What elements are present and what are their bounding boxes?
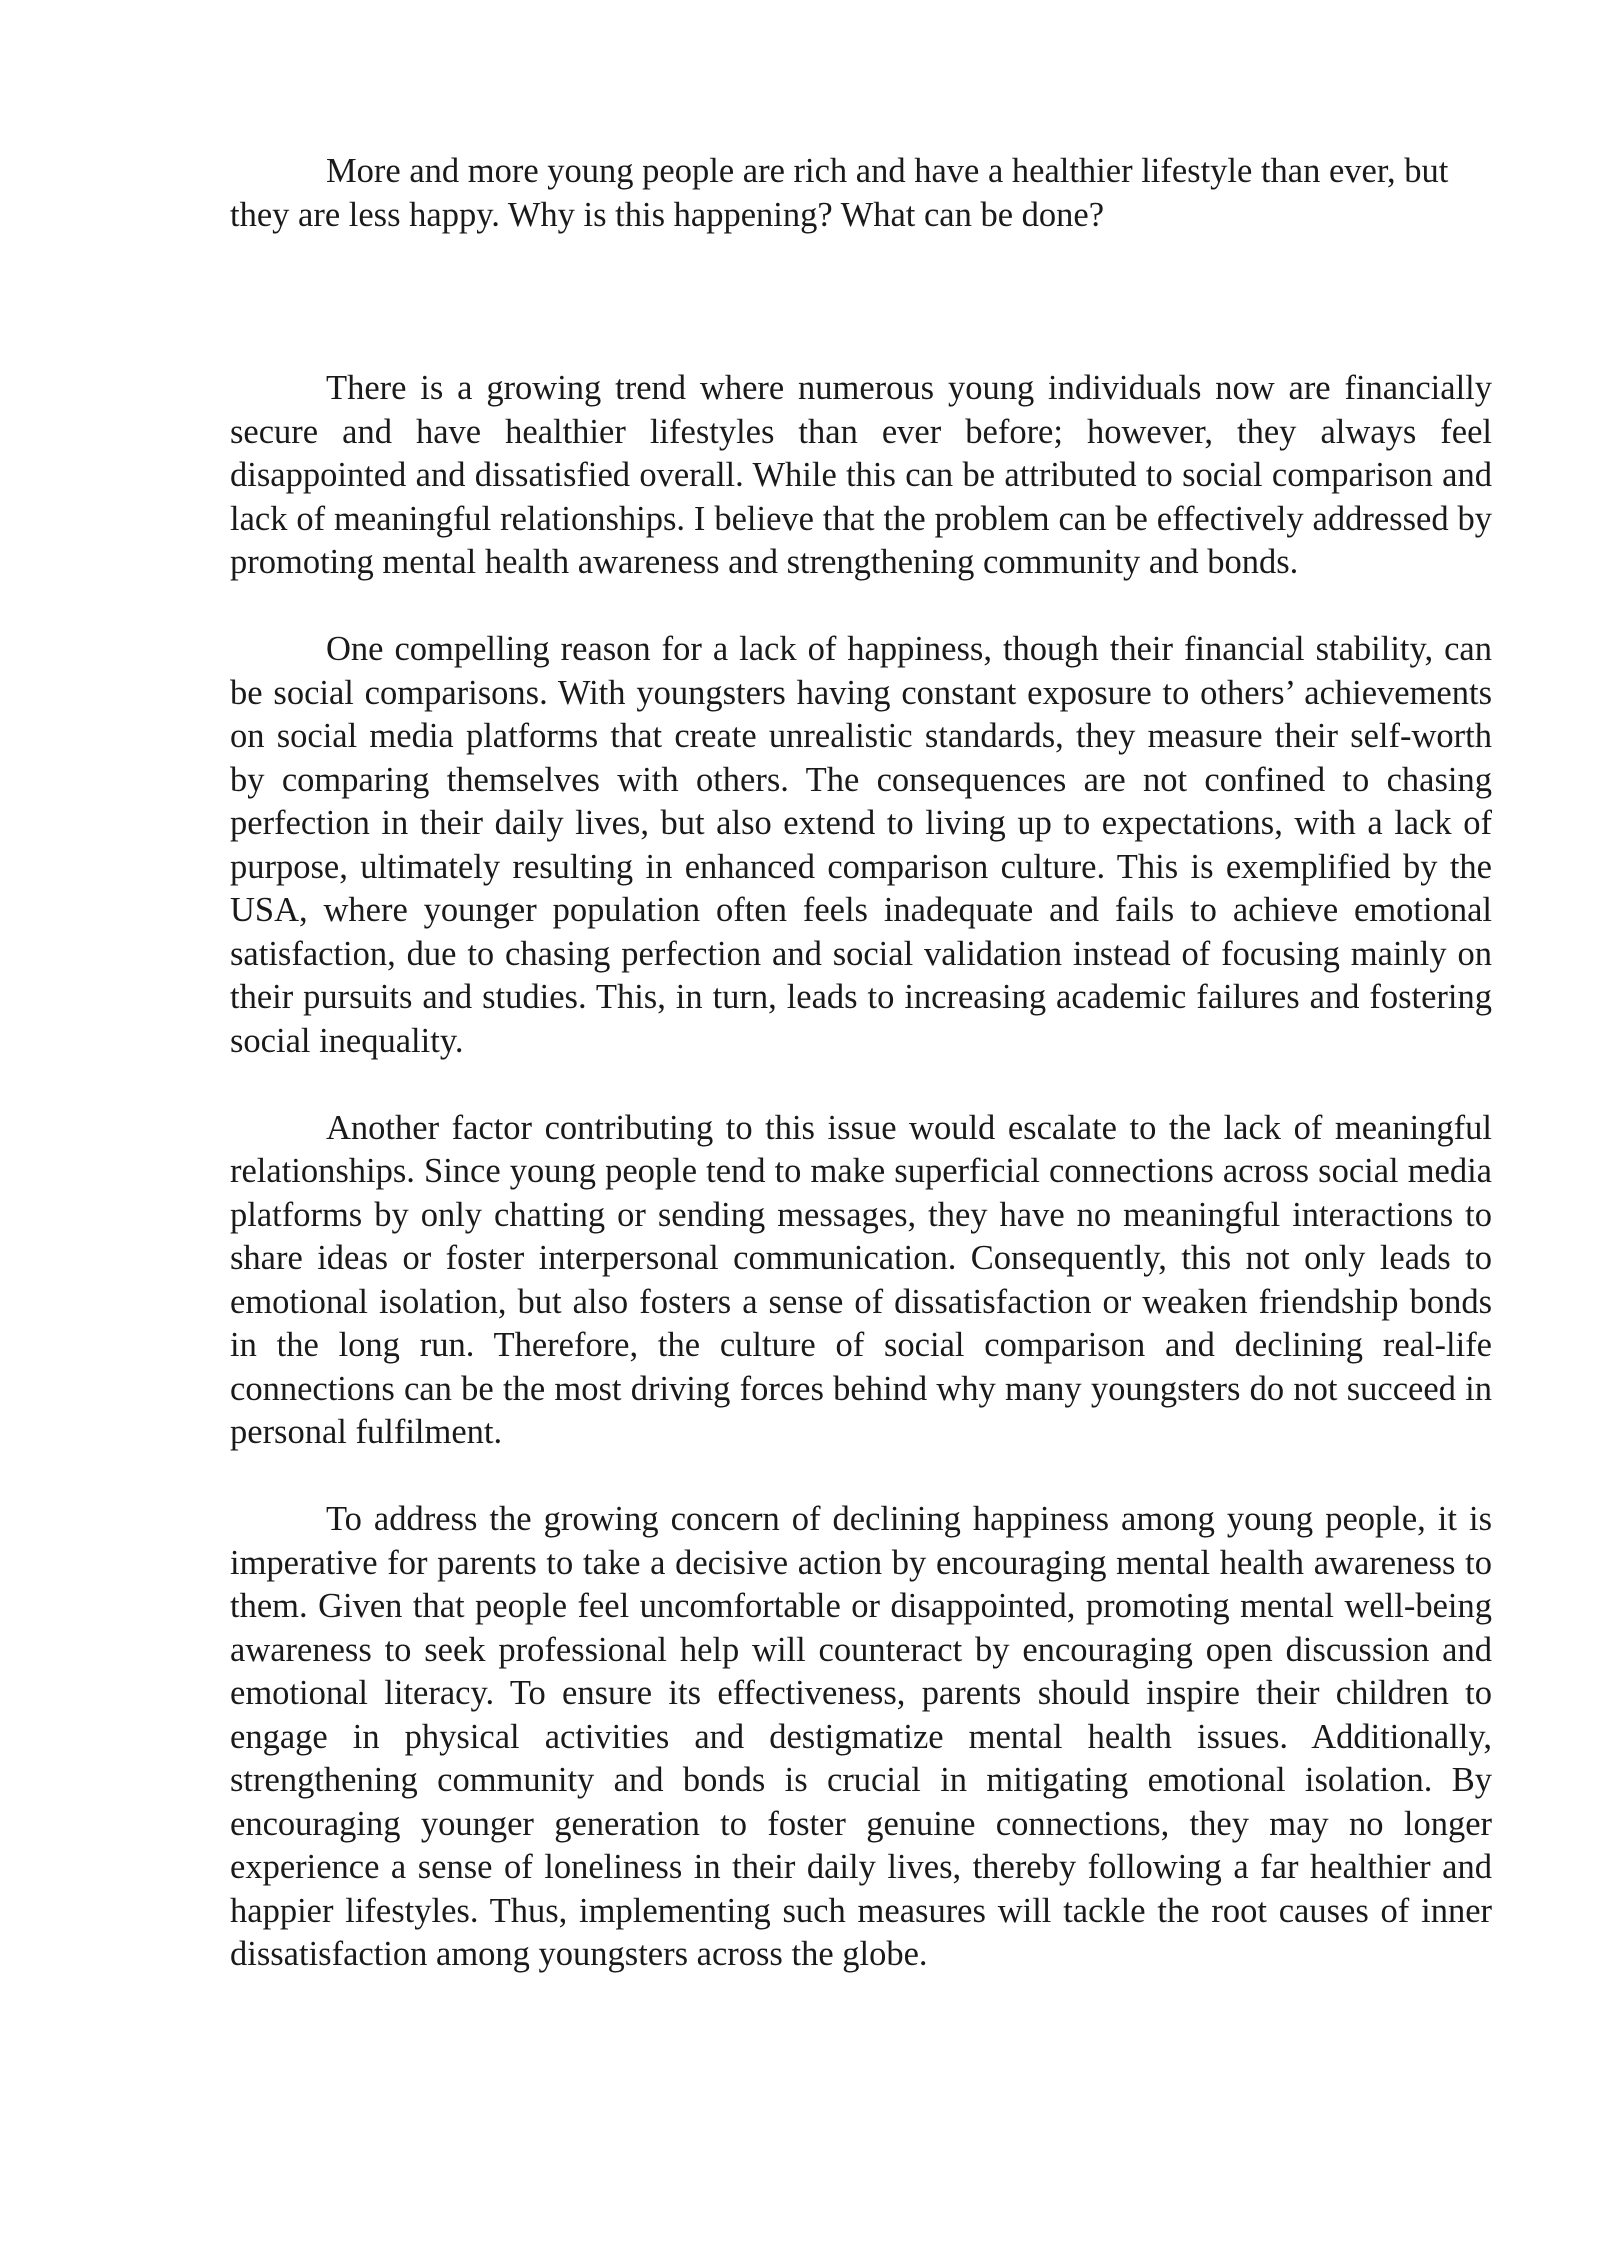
essay-question: More and more young people are rich and have a healthier lifestyle than ever, but they are less happy. Why is this happening? What can be done? — [230, 152, 1449, 234]
document-page — [230, 150, 1492, 2020]
paragraph-body-3: To address the growing concern of declining happiness among young people, it is imperative for parents to take a decisive action by encouraging mental health awareness to them. Given that people feel uncomfortable or disappointed, promoting mental well-being awareness to seek professional help will counteract by encouraging open discussion and emotional literacy. To ensure its effectiveness, parents should inspire their children to engage in physical activities and destigmatize mental health issues. Additionally, strengthening community and bonds is crucial in mitigating emotional isolation. By encouraging younger generation to foster genuine connections, they may no longer experience a sense of loneliness in their daily lives, thereby following a far healthier and happier lifestyles. Thus, implementing such measures will tackle the root causes of inner dissatisfaction among youngsters across the globe. — [230, 1500, 1492, 1973]
paragraph-introduction: There is a growing trend where numerous young individuals now are financially secure and have healthier lifestyles than ever before; however, they always feel disappointed and dissatisfied overall. While this can be attributed to social comparison and lack of meaningful relationships. I believe that the problem can be effectively addressed by promoting mental health awareness and strengthening community and bonds. — [230, 369, 1492, 581]
paragraph-body-2: Another factor contributing to this issue would escalate to the lack of meaningful relationships. Since young people tend to make superficial connections across social media platforms by only chatting or sending messages, they have no meaningful interactions to share ideas or foster interpersonal communication. Consequently, this not only leads to emotional isolation, but also fosters a sense of dissatisfaction or weaken friendship bonds in the long run. Therefore, the culture of social comparison and declining real-life connections can be the most driving forces behind why many youngsters do not succeed in personal fulfilment. — [230, 1108, 1492, 1451]
paragraph-body-1: One compelling reason for a lack of happiness, though their financial stability, can be social comparisons. With youngsters having constant exposure to others’ achievements on social media platforms that create unrealistic standards, they measure their self-worth by comparing themselves with others. The consequences are not confined to chasing perfection in their daily lives, but also extend to living up to expectations, with a lack of purpose, ultimately resulting in enhanced comparison culture. This is exemplified by the USA, where younger population often feels inadequate and fails to achieve emotional satisfaction, due to chasing perfection and social validation instead of focusing mainly on their pursuits and studies. This, in turn, leads to increasing academic failures and fostering social inequality. — [230, 630, 1492, 1060]
